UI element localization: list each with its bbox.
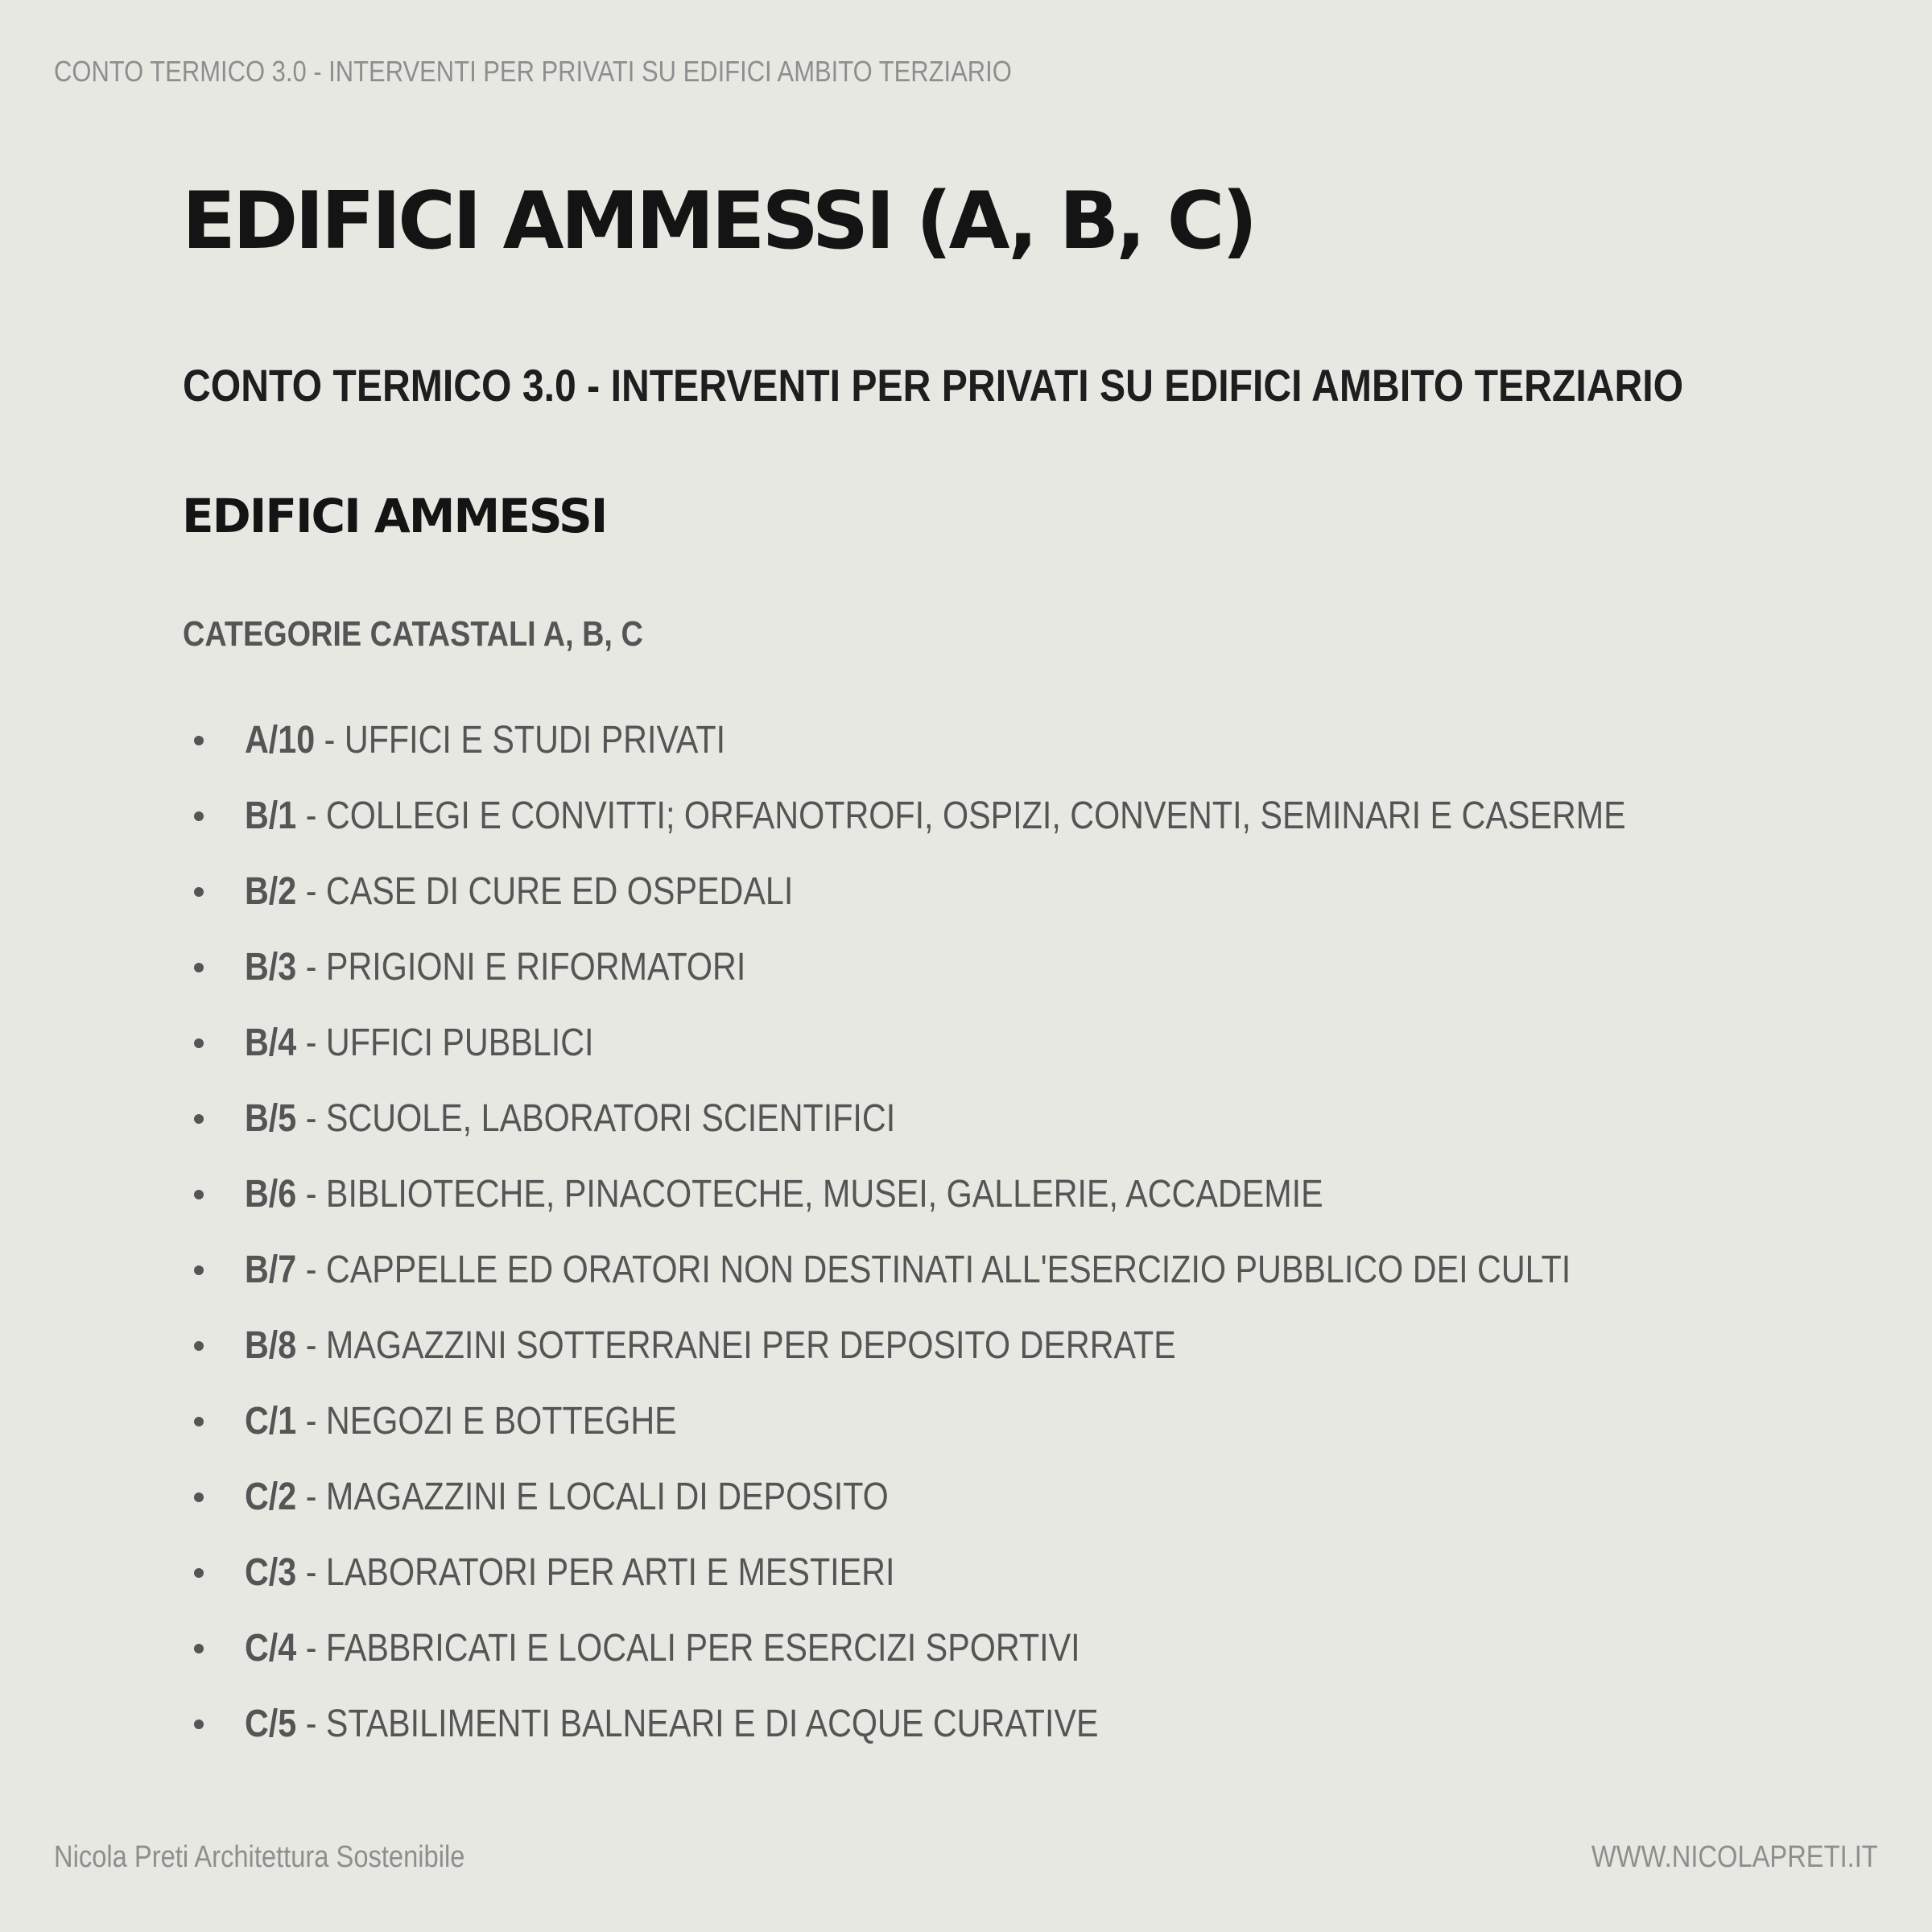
- page-title: EDIFICI AMMESSI (A, B, C): [182, 175, 1255, 267]
- list-item: [0, 865, 1932, 941]
- list-item: [0, 1471, 1932, 1546]
- category-code: B/6: [245, 1173, 297, 1216]
- list-item: [0, 1622, 1932, 1698]
- list-item: [0, 1395, 1932, 1471]
- list-item: [0, 790, 1932, 865]
- category-description: - UFFICI E STUDI PRIVATI: [315, 719, 726, 762]
- category-description: - NEGOZI E BOTTEGHE: [296, 1400, 677, 1443]
- category-description: - UFFICI PUBBLICI: [296, 1022, 594, 1064]
- list-item: [0, 1546, 1932, 1622]
- list-item: [0, 1319, 1932, 1395]
- list-item: [0, 1017, 1932, 1092]
- list-item-text: [245, 1471, 889, 1524]
- bullet-icon: [194, 963, 204, 972]
- category-code: C/1: [245, 1400, 297, 1443]
- bullet-icon: [194, 1568, 204, 1578]
- section-heading: EDIFICI AMMESSI: [182, 489, 607, 543]
- category-code: B/7: [245, 1249, 297, 1291]
- bullet-icon: [194, 1644, 204, 1653]
- category-description: - CAPPELLE ED ORATORI NON DESTINATI ALL'ESERCIZIO PUBBLICO DEI CULTI: [296, 1249, 1571, 1291]
- bullet-icon: [194, 1492, 204, 1502]
- category-label: CATEGORIE CATASTALI A, B, C: [183, 614, 643, 654]
- header-small-title: CONTO TERMICO 3.0 - INTERVENTI PER PRIVATI SU EDIFICI AMBITO TERZIARIO: [54, 55, 1012, 88]
- bullet-icon: [194, 811, 204, 821]
- bullet-icon: [194, 1341, 204, 1351]
- category-code: A/10: [245, 719, 316, 762]
- list-item-text: [245, 865, 793, 919]
- list-item: [0, 1168, 1932, 1244]
- category-code: C/3: [245, 1551, 297, 1594]
- category-code: B/5: [245, 1097, 297, 1140]
- page-subtitle: CONTO TERMICO 3.0 - INTERVENTI PER PRIVATI SU EDIFICI AMBITO TERZIARIO: [183, 360, 1684, 411]
- list-item-text: [245, 941, 745, 994]
- bullet-icon: [194, 1719, 204, 1729]
- bullet-icon: [194, 1417, 204, 1426]
- footer-website: WWW.NICOLAPRETI.IT: [1591, 1840, 1878, 1874]
- category-code: B/1: [245, 795, 297, 837]
- category-description: - LABORATORI PER ARTI E MESTIERI: [296, 1551, 895, 1594]
- category-description: - COLLEGI E CONVITTI; ORFANOTROFI, OSPIZI, CONVENTI, SEMINARI E CASERME: [296, 795, 1626, 837]
- category-code: C/2: [245, 1476, 297, 1518]
- category-code: C/4: [245, 1627, 297, 1670]
- list-item: [0, 941, 1932, 1017]
- category-description: - MAGAZZINI SOTTERRANEI PER DEPOSITO DERRATE: [296, 1324, 1176, 1367]
- list-item-text: [245, 1168, 1323, 1221]
- list-item: [0, 714, 1932, 790]
- category-list: [0, 714, 1932, 1773]
- list-item-text: [245, 1395, 677, 1448]
- bullet-icon: [194, 1038, 204, 1048]
- category-description: - STABILIMENTI BALNEARI E DI ACQUE CURATIVE: [296, 1703, 1099, 1745]
- bullet-icon: [194, 736, 204, 745]
- category-description: - SCUOLE, LABORATORI SCIENTIFICI: [296, 1097, 896, 1140]
- list-item-text: [245, 1622, 1080, 1675]
- list-item-text: [245, 790, 1626, 843]
- category-description: - PRIGIONI E RIFORMATORI: [296, 946, 746, 989]
- list-item-text: [245, 714, 725, 767]
- category-description: - CASE DI CURE ED OSPEDALI: [296, 870, 794, 913]
- category-description: - FABBRICATI E LOCALI PER ESERCIZI SPORTIVI: [296, 1627, 1080, 1670]
- category-code: C/5: [245, 1703, 297, 1745]
- category-description: - MAGAZZINI E LOCALI DI DEPOSITO: [296, 1476, 889, 1518]
- list-item-text: [245, 1546, 894, 1600]
- category-code: B/4: [245, 1022, 297, 1064]
- bullet-icon: [194, 887, 204, 897]
- list-item: [0, 1698, 1932, 1773]
- category-description: - BIBLIOTECHE, PINACOTECHE, MUSEI, GALLERIE, ACCADEMIE: [296, 1173, 1323, 1216]
- list-item-text: [245, 1698, 1099, 1751]
- bullet-icon: [194, 1265, 204, 1275]
- list-item-text: [245, 1017, 594, 1070]
- list-item-text: [245, 1244, 1571, 1297]
- bullet-icon: [194, 1190, 204, 1199]
- category-code: B/8: [245, 1324, 297, 1367]
- category-code: B/2: [245, 870, 297, 913]
- list-item: [0, 1092, 1932, 1168]
- list-item-text: [245, 1092, 895, 1146]
- list-item: [0, 1244, 1932, 1319]
- footer-author: Nicola Preti Architettura Sostenibile: [54, 1840, 465, 1874]
- list-item-text: [245, 1319, 1176, 1373]
- category-code: B/3: [245, 946, 297, 989]
- bullet-icon: [194, 1114, 204, 1124]
